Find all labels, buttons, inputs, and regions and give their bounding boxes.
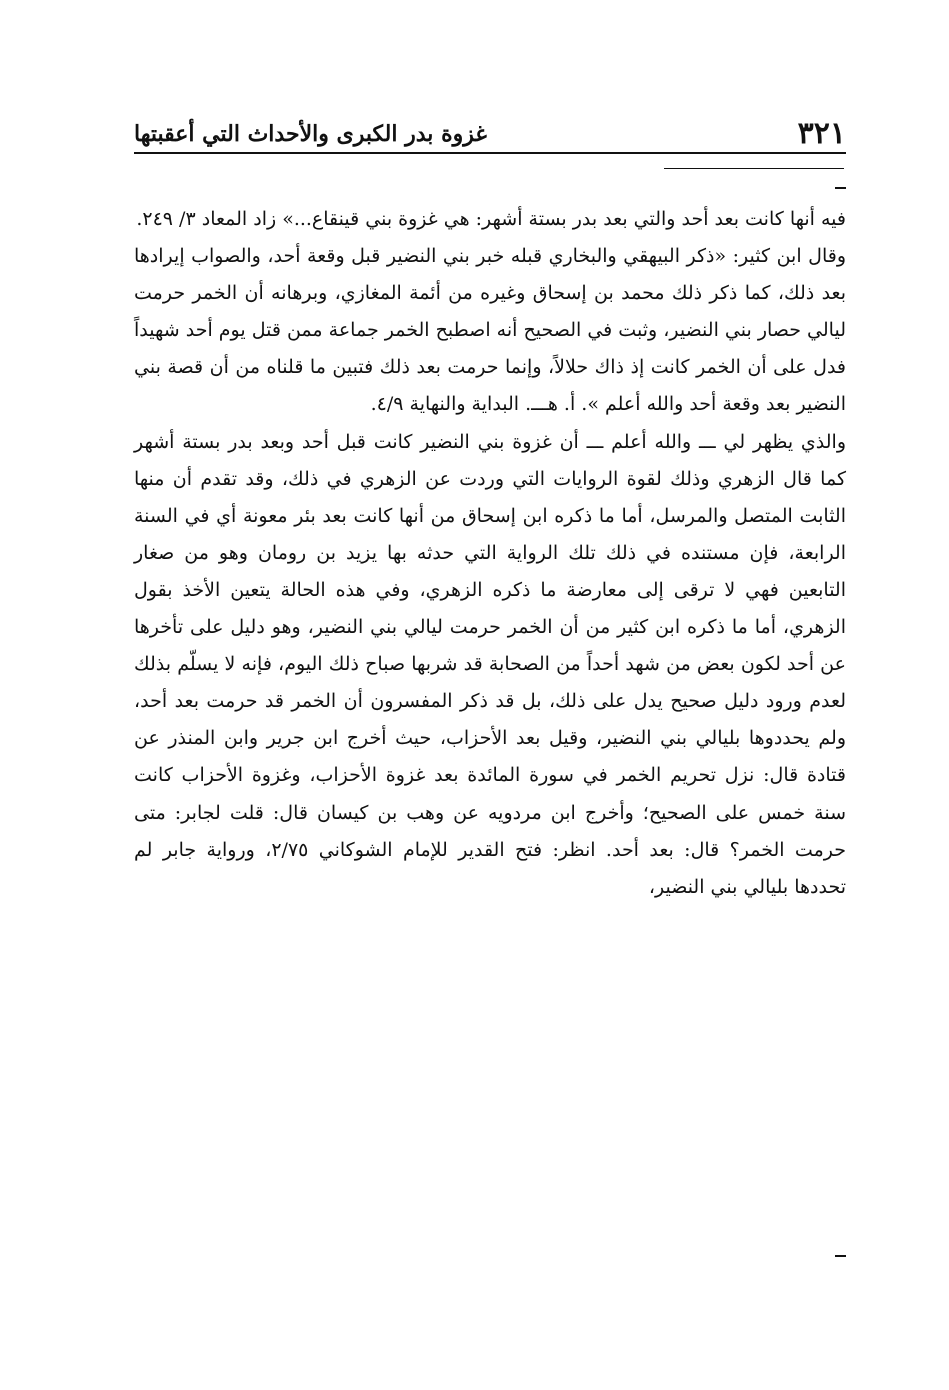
running-title: غزوة بدر الكبرى والأحداث التي أعقبتها: [134, 121, 487, 147]
footnote-start-mark: [835, 187, 846, 189]
footnote-body: [134, 201, 846, 906]
footnote-rule: [664, 168, 844, 169]
header-rule: [134, 152, 846, 154]
paragraph: فيه أنها كانت بعد أحد والتي بعد بدر بستة أشهر: هي غزوة بني قينقاع...» زاد المعاد ٣/ ٢٤٩.: [136, 208, 846, 230]
paragraph: وقال ابن كثير: «ذكر البيهقي والبخاري قبله خبر بني النضير قبل وقعة أحد، والصواب إيرادها بعد ذلك، كما ذكر ذلك محمد بن إسحاق وغيره من أئمة المغازي، وبرهانه أن الخمر حرمت ليالي حصار بني النضير، وثبت في الصحيح أنه اصطبح الخمر جماعة ممن قتل يوم أحد شهيداً فدل على أن الخمر كانت إذ ذاك حلالاً، وإنما حرمت بعد ذلك فتبين ما قلناه من أن قصة بني النضير بعد وقعة أحد والله أعلم ». أ. هـــ. البداية والنهاية ٤/٩.: [134, 245, 846, 416]
footnote-end-mark: [835, 1255, 846, 1257]
page-number: ٣٢١: [797, 116, 846, 151]
paragraph: والذي يظهر لي ـــ والله أعلم ـــ أن غزوة بني النضير كانت قبل أحد وبعد بدر بستة أشهر كما قال الزهري وذلك لقوة الروايات التي وردت عن الزهري في ذلك، وقد تقدم أن منها الثابت المتصل والمرسل، أما ما ذكره ابن إسحاق من أنها كانت بعد بئر معونة أي في السنة الرابعة، فإن مستنده في ذلك تلك الرواية التي حدثه بها يزيد بن رومان وهو من صغار التابعين فهي لا ترقى إلى معارضة ما ذكره الزهري، وفي هذه الحالة يتعين الأخذ بقول الزهري، أما ما ذكره ابن كثير من أن الخمر حرمت ليالي بني النضير، وهو دليل على تأخرها عن أحد لكون بعض من شهد أحداً من الصحابة قد شربها صباح ذلك اليوم، فإنه لا يسلّم بذلك لعدم ورود دليل صحيح يدل على ذلك، بل قد ذكر المفسرون أن الخمر قد حرمت بعد أحد، ولم يحددوها بليالي بني النضير، وقيل بعد الأحزاب، حيث أخرج ابن جرير وابن المنذر عن قتادة قال: نزل تحريم الخمر في سورة المائدة بعد غزوة الأحزاب، وغزوة الأحزاب كانت سنة خمس على الصحيح؛ وأخرج ابن مردويه عن وهب بن كيسان قال: قلت لجابر: متى حرمت الخمر؟ قال: بعد أحد. انظر: فتح القدير للإمام الشوكاني ٢/٧٥، ورواية جابر لم تحددها بليالي بني النضير،: [134, 430, 846, 898]
page-header: [134, 112, 846, 152]
